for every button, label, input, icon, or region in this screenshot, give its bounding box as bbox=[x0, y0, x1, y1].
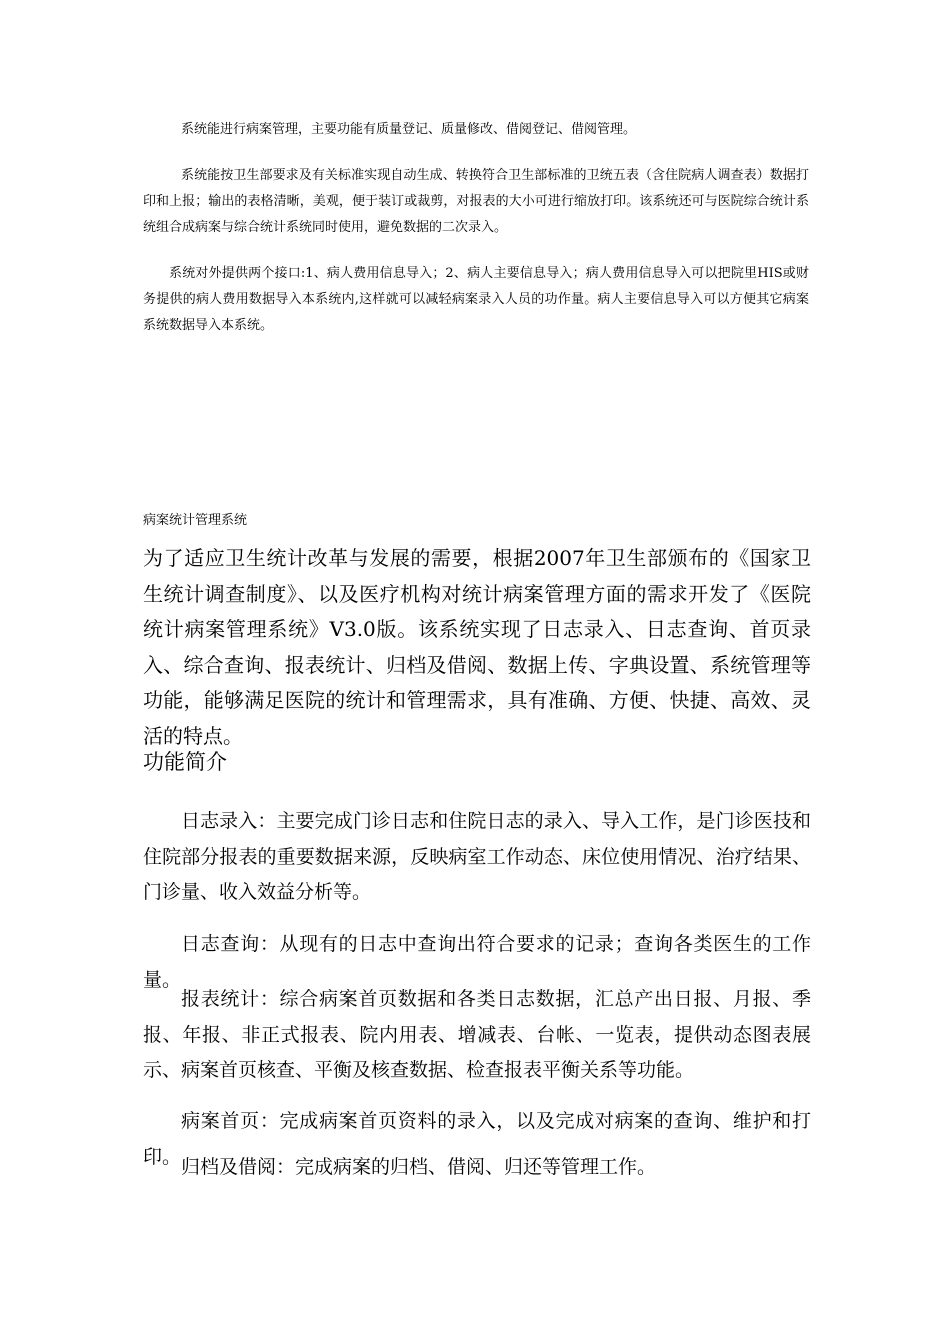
paragraph-report-generation: 系统能按卫生部要求及有关标准实现自动生成、转换符合卫生部标准的卫统五表（含住院病人调查表）数据打印和上报；输出的表格清晰，美观，便于装订或裁剪，对报表的大小可进行缩放打印。该系统还可与医院综合统计系统组合成病案与综合统计系统同时使用，避免数据的二次录入。 bbox=[143, 168, 809, 235]
feature-log-query: 日志查询：从现有的日志中查询出符合要求的记录；查询各类医生的工作量。 bbox=[143, 933, 811, 991]
intro-paragraph: 为了适应卫生统计改革与发展的需要，根据2007年卫生部颁布的《国家卫生统计调查制度》、以及医疗机构对统计病案管理方面的需求开发了《医院统计病案管理系统》V3.0版。该系统实现了日志录入、日志查询、首页录入、综合查询、报表统计、归档及借阅、数据上传、字典设置、系统管理等功能，能够满足医院的统计和管理需求，具有准确、方便、快捷、高效、灵活的特点。 bbox=[143, 546, 811, 748]
feature-archive-borrow: 归档及借阅：完成病案的归档、借阅、归还等管理工作。 bbox=[181, 1156, 657, 1178]
feature-case-homepage: 病案首页：完成病案首页资料的录入，以及完成对病案的查询、维护和打印。 bbox=[143, 1110, 811, 1168]
paragraph-interfaces: 系统对外提供两个接口:1、病人费用信息导入；2、病人主要信息导入；病人费用信息导入可以把院里HIS或财务提供的病人费用数据导入本系统内,这样就可以减轻病案录入人员的功作量。病人主要信息导入可以方便其它病案系统数据导入本系统。 bbox=[143, 266, 809, 333]
section-label: 病案统计管理系统 bbox=[143, 513, 248, 528]
feature-log-entry: 日志录入：主要完成门诊日志和住院日志的录入、导入工作，是门诊医技和住院部分报表的重要数据来源，反映病室工作动态、床位使用情况、治疗结果、门诊量、收入效益分析等。 bbox=[143, 810, 811, 903]
section-heading: 功能简介 bbox=[143, 750, 227, 774]
feature-report-statistics: 报表统计：综合病案首页数据和各类日志数据，汇总产出日报、月报、季报、年报、非正式报表、院内用表、增减表、台帐、一览表，提供动态图表展示、病案首页核查、平衡及核查数据、检查报表平衡关系等功能。 bbox=[143, 988, 811, 1081]
paragraph-quality-management: 系统能进行病案管理，主要功能有质量登记、质量修改、借阅登记、借阅管理。 bbox=[181, 122, 637, 137]
